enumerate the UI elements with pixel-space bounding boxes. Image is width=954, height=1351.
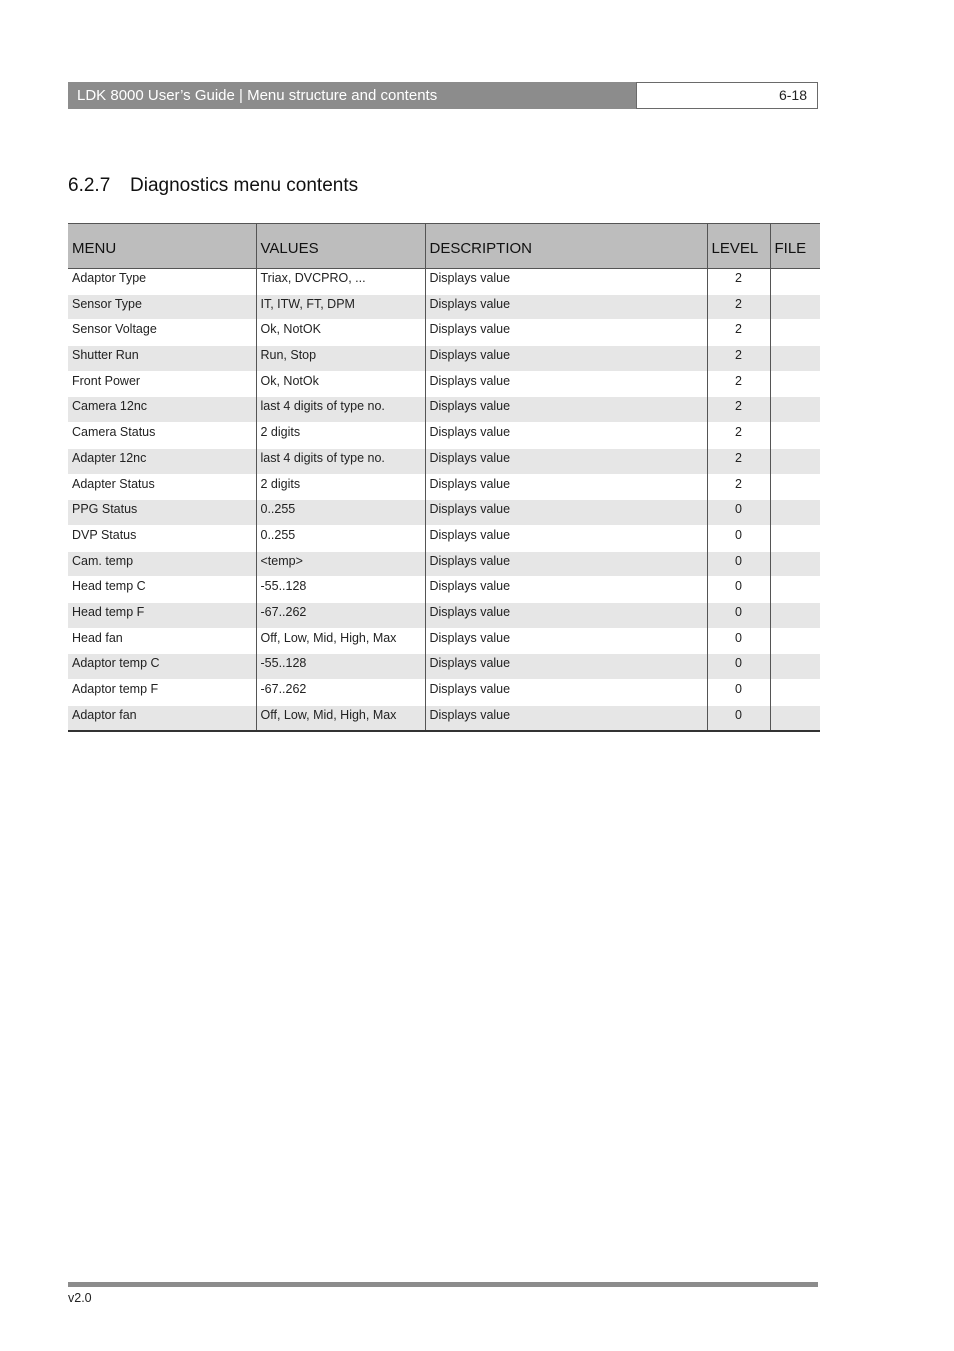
values-cell: 2 digits [256, 474, 425, 500]
menu-cell: Adapter 12nc [68, 448, 256, 474]
level-cell: 2 [707, 474, 770, 500]
menu-cell: Shutter Run [68, 346, 256, 372]
page-number: 6-18 [636, 82, 818, 109]
file-cell [770, 551, 820, 577]
description-cell: Displays value [425, 500, 707, 526]
table-row [68, 654, 820, 680]
table-row [68, 577, 820, 603]
menu-cell: Adaptor Type [68, 269, 256, 295]
file-cell [770, 500, 820, 526]
file-cell [770, 525, 820, 551]
values-cell: 2 digits [256, 423, 425, 449]
level-cell: 0 [707, 654, 770, 680]
table-row [68, 320, 820, 346]
values-cell: Ok, NotOk [256, 371, 425, 397]
description-cell: Displays value [425, 269, 707, 295]
file-cell [770, 269, 820, 295]
values-cell: -67..262 [256, 680, 425, 706]
table-row [68, 602, 820, 628]
version-label: v2.0 [68, 1291, 92, 1305]
level-cell: 0 [707, 628, 770, 654]
column-header-level: LEVEL [707, 224, 770, 269]
file-cell [770, 320, 820, 346]
menu-cell: Adaptor fan [68, 705, 256, 731]
level-cell: 2 [707, 371, 770, 397]
menu-cell: Front Power [68, 371, 256, 397]
table-header-row [68, 224, 820, 269]
values-cell: last 4 digits of type no. [256, 397, 425, 423]
menu-cell: DVP Status [68, 525, 256, 551]
file-cell [770, 602, 820, 628]
table-row [68, 525, 820, 551]
table-row [68, 294, 820, 320]
values-cell: 0..255 [256, 525, 425, 551]
file-cell [770, 705, 820, 731]
values-cell: 0..255 [256, 500, 425, 526]
description-cell: Displays value [425, 294, 707, 320]
description-cell: Displays value [425, 654, 707, 680]
values-cell: -55..128 [256, 654, 425, 680]
file-cell [770, 680, 820, 706]
section-number: 6.2.7 [68, 175, 111, 196]
section-title: Diagnostics menu contents [130, 175, 359, 196]
file-cell [770, 294, 820, 320]
description-cell: Displays value [425, 423, 707, 449]
menu-cell: Sensor Voltage [68, 320, 256, 346]
table-row [68, 397, 820, 423]
table-body [68, 269, 820, 731]
level-cell: 0 [707, 551, 770, 577]
menu-cell: PPG Status [68, 500, 256, 526]
level-cell: 2 [707, 397, 770, 423]
level-cell: 2 [707, 346, 770, 372]
values-cell: -67..262 [256, 602, 425, 628]
menu-cell: Adaptor temp F [68, 680, 256, 706]
menu-cell: Head fan [68, 628, 256, 654]
table-row [68, 474, 820, 500]
file-cell [770, 448, 820, 474]
level-cell: 2 [707, 269, 770, 295]
values-cell: Ok, NotOK [256, 320, 425, 346]
menu-cell: Head temp F [68, 602, 256, 628]
level-cell: 0 [707, 577, 770, 603]
level-cell: 2 [707, 448, 770, 474]
table-row [68, 448, 820, 474]
level-cell: 2 [707, 294, 770, 320]
file-cell [770, 654, 820, 680]
values-cell: IT, ITW, FT, DPM [256, 294, 425, 320]
menu-cell: Cam. temp [68, 551, 256, 577]
level-cell: 0 [707, 705, 770, 731]
values-cell: <temp> [256, 551, 425, 577]
description-cell: Displays value [425, 474, 707, 500]
column-header-file: FILE [770, 224, 820, 269]
table-row [68, 705, 820, 731]
values-cell: Off, Low, Mid, High, Max [256, 628, 425, 654]
level-cell: 0 [707, 602, 770, 628]
description-cell: Displays value [425, 628, 707, 654]
values-cell: -55..128 [256, 577, 425, 603]
file-cell [770, 474, 820, 500]
file-cell [770, 423, 820, 449]
values-cell: Run, Stop [256, 346, 425, 372]
menu-cell: Adaptor temp C [68, 654, 256, 680]
file-cell [770, 577, 820, 603]
diagnostics-menu-table [68, 223, 820, 732]
file-cell [770, 371, 820, 397]
description-cell: Displays value [425, 602, 707, 628]
menu-cell: Camera 12nc [68, 397, 256, 423]
level-cell: 0 [707, 500, 770, 526]
table-row [68, 269, 820, 295]
description-cell: Displays value [425, 448, 707, 474]
description-cell: Displays value [425, 371, 707, 397]
description-cell: Displays value [425, 705, 707, 731]
header-title: LDK 8000 User’s Guide | Menu structure and contents [68, 82, 636, 109]
table-row [68, 680, 820, 706]
level-cell: 2 [707, 320, 770, 346]
menu-cell: Head temp C [68, 577, 256, 603]
description-cell: Displays value [425, 577, 707, 603]
values-cell: Off, Low, Mid, High, Max [256, 705, 425, 731]
table-row [68, 551, 820, 577]
footer-rule [68, 1282, 818, 1287]
section-heading [68, 175, 358, 197]
level-cell: 0 [707, 525, 770, 551]
table-row [68, 423, 820, 449]
column-header-values: VALUES [256, 224, 425, 269]
values-cell: last 4 digits of type no. [256, 448, 425, 474]
description-cell: Displays value [425, 397, 707, 423]
description-cell: Displays value [425, 320, 707, 346]
menu-cell: Camera Status [68, 423, 256, 449]
file-cell [770, 346, 820, 372]
file-cell [770, 397, 820, 423]
description-cell: Displays value [425, 551, 707, 577]
table-row [68, 628, 820, 654]
description-cell: Displays value [425, 680, 707, 706]
table-row [68, 371, 820, 397]
table-row [68, 500, 820, 526]
page-header [68, 82, 818, 109]
level-cell: 2 [707, 423, 770, 449]
description-cell: Displays value [425, 346, 707, 372]
menu-cell: Adapter Status [68, 474, 256, 500]
file-cell [770, 628, 820, 654]
column-header-menu: MENU [68, 224, 256, 269]
table-row [68, 346, 820, 372]
description-cell: Displays value [425, 525, 707, 551]
menu-cell: Sensor Type [68, 294, 256, 320]
column-header-description: DESCRIPTION [425, 224, 707, 269]
values-cell: Triax, DVCPRO, ... [256, 269, 425, 295]
level-cell: 0 [707, 680, 770, 706]
